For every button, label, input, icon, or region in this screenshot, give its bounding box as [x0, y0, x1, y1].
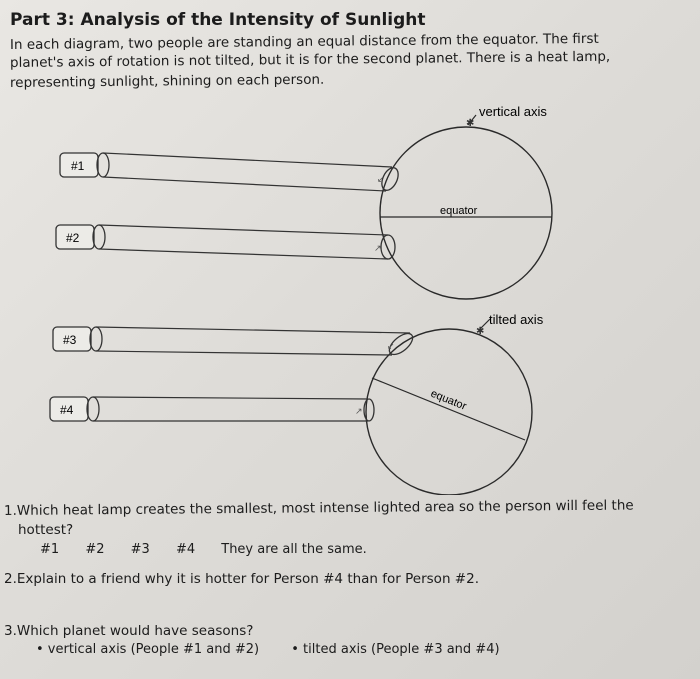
- intro-line-1: In each diagram, two people are standing an equal distance from the equator. The first: [9, 30, 599, 53]
- option-3[interactable]: #3: [130, 542, 150, 557]
- equator-line-2: [372, 378, 525, 440]
- option-same[interactable]: They are all the same.: [221, 542, 367, 557]
- svg-text:↗: ↗: [355, 406, 363, 416]
- question-2: 2.Explain to a friend why it is hotter for Person #4 than for Person #2.: [4, 571, 479, 587]
- light-spot-2: [381, 235, 395, 259]
- diagrams: [0, 95, 700, 495]
- lamp-4-label: #4: [60, 403, 74, 417]
- lamp-3-label: #3: [63, 333, 77, 347]
- option-2[interactable]: #2: [85, 542, 105, 557]
- option-vertical-axis[interactable]: • vertical axis (People #1 and #2): [36, 642, 260, 657]
- question-3: 3.Which planet would have seasons?: [4, 623, 254, 639]
- heat-lamp-1: [60, 153, 401, 193]
- svg-text:✱: ✱: [466, 118, 475, 129]
- svg-text:✱: ✱: [476, 326, 485, 337]
- lamp-2-label: #2: [66, 231, 80, 245]
- diagram-tilted-axis: [50, 312, 544, 495]
- option-4[interactable]: #4: [175, 542, 196, 557]
- question-1-line-2: hottest?: [18, 522, 74, 538]
- heat-lamp-2: [56, 225, 395, 259]
- option-1[interactable]: #1: [40, 542, 60, 557]
- equator-label-1: equator: [440, 205, 478, 217]
- equator-label-2: equator: [428, 387, 468, 413]
- intro-line-3: representing sunlight, shining on each person.: [9, 71, 325, 91]
- tilted-axis-label: tilted axis: [489, 312, 544, 327]
- svg-text:↙: ↙: [387, 341, 395, 351]
- option-tilted-axis[interactable]: • tilted axis (People #3 and #4): [291, 642, 500, 657]
- page-heading: Part 3: Analysis of the Intensity of Sunlight: [10, 10, 426, 30]
- vertical-axis-label: vertical axis: [479, 104, 547, 119]
- heat-lamp-4: [50, 397, 374, 421]
- intro-line-2: planet's axis of rotation is not tilted, but it is for the second planet. There is a heat lamp,: [9, 48, 611, 71]
- question-1-options: [40, 542, 389, 557]
- diagram-vertical-axis: [56, 104, 552, 299]
- svg-text:↗: ↗: [374, 243, 382, 253]
- lamp-1-label: #1: [71, 159, 85, 173]
- svg-text:↙: ↙: [377, 174, 385, 184]
- question-3-options: [36, 642, 522, 657]
- question-1-line-1: 1.Which heat lamp creates the smallest, most intense lighted area so the person will feel the: [3, 497, 634, 519]
- heat-lamp-3: [53, 327, 416, 358]
